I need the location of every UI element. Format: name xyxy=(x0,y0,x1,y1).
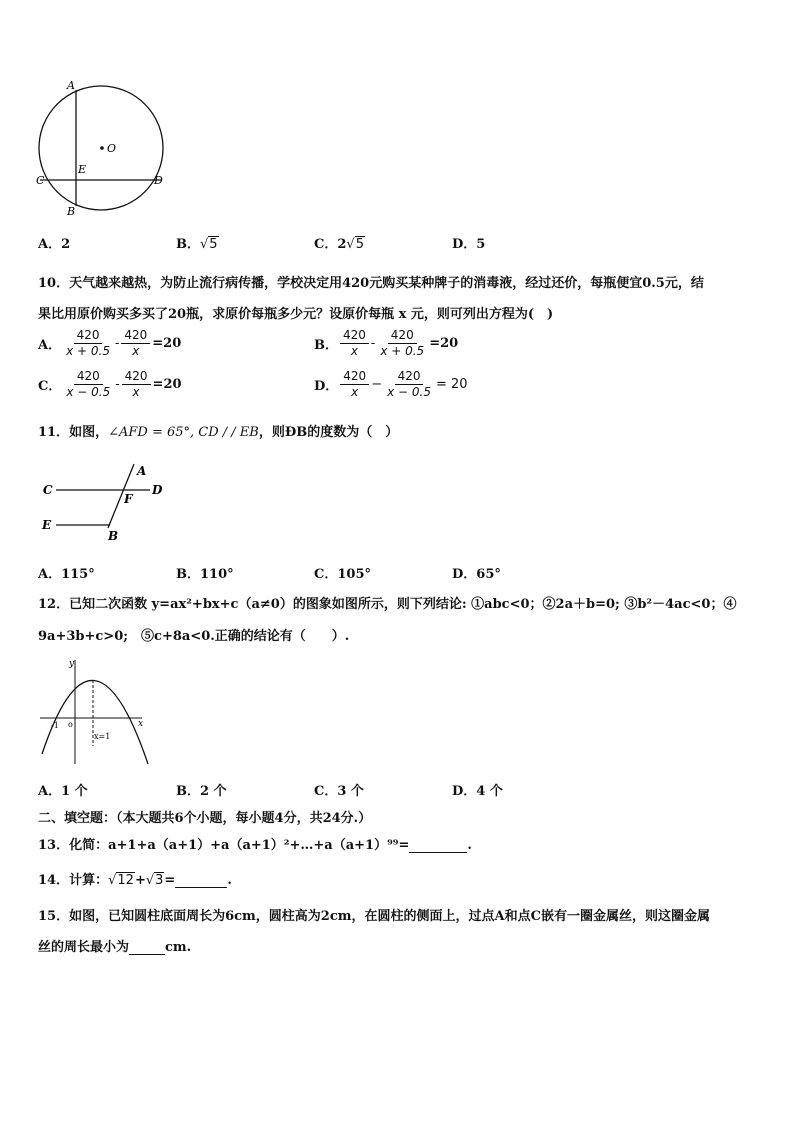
label-e: E xyxy=(42,518,52,532)
label-o: O xyxy=(107,142,117,155)
section-heading: 二、填空题：（本大题共6个小题，每小题4分，共24分.） xyxy=(38,811,372,826)
label-y: y xyxy=(69,659,75,669)
q10-option-c[interactable]: C． $\frac{420}{x - 0.5}$ - $\frac{420}{x}$ =20 xyxy=(38,369,182,399)
label-b: B xyxy=(108,529,119,543)
q11-stem: 11．如图，∠AFD = 65°, CD / / EB，则ÐB的度数为（ ） xyxy=(38,425,399,440)
fraction: $\frac{420}{x}$ xyxy=(340,328,369,359)
q11-condition: ∠AFD = 65°, CD / / EB xyxy=(108,425,259,440)
q9-option-a[interactable]: A．2 xyxy=(38,237,71,252)
q11-option-d[interactable]: D．65° xyxy=(452,567,501,582)
q11-option-b[interactable]: B．110° xyxy=(176,567,234,582)
label-c: C xyxy=(43,483,53,497)
q11-option-c[interactable]: C．105° xyxy=(314,567,371,582)
q12-option-d[interactable]: D．4 个 xyxy=(452,784,503,799)
q9-option-c[interactable]: C．2√5 xyxy=(314,237,364,252)
sqrt-expr: √12 xyxy=(108,873,134,888)
q12-stem-line1: 12．已知二次函数 y=ax²+bx+c（a≠0）的图象如图所示，则下列结论: ①abc<0；②2a＋b=0; ③b²－4ac<0；④ xyxy=(38,597,737,612)
q10-option-b[interactable]: B． $\frac{420}{x}$ - $\frac{420}{x + 0.5}$ =20 xyxy=(314,328,459,358)
sqrt-expr: √5 xyxy=(200,237,218,252)
label-axis: x=1 xyxy=(94,732,111,741)
label-origin: o xyxy=(68,720,73,729)
label-a: A xyxy=(67,79,75,92)
q15-stem-line1: 15．如图，已知圆柱底面周长为6cm，圆柱高为2cm，在圆柱的侧面上，过点A和点C嵌有一圈金属丝，则这圈金属 xyxy=(38,909,710,924)
answer-blank[interactable] xyxy=(175,873,227,888)
q13-stem: 13．化简：a+1+a（a+1）+a（a+1）²+…+a（a+1）⁹⁹= . xyxy=(38,838,472,853)
fraction: $\frac{420}{x - 0.5}$ xyxy=(66,369,111,399)
q9-circle-figure xyxy=(30,76,170,222)
q9-option-b[interactable]: B．√5 xyxy=(176,237,218,252)
label-neg1: -1 xyxy=(51,721,59,730)
sqrt-expr: √3 xyxy=(145,873,164,888)
fraction: $\frac{420}{x + 0.5}$ xyxy=(66,328,110,358)
q12-option-b[interactable]: B．2 个 xyxy=(176,784,227,799)
answer-blank[interactable] xyxy=(409,838,467,853)
q10-option-a[interactable]: A． $\frac{420}{x + 0.5}$ - $\frac{420}{x}$ =20 xyxy=(38,328,182,358)
q9-option-d[interactable]: D．5 xyxy=(452,237,486,252)
fraction: $\frac{420}{x}$ xyxy=(122,369,151,400)
label-x: x xyxy=(138,719,144,729)
answer-blank[interactable] xyxy=(129,940,165,955)
q12-option-c[interactable]: C．3 个 xyxy=(314,784,364,799)
fraction: $\frac{420}{x}$ xyxy=(121,328,150,359)
q12-stem-line2: 9a+3b+c>0; ⑤c+8a<0.正确的结论有（ ）. xyxy=(38,629,350,644)
q10-option-d[interactable]: D． $\frac{420}{x}$ − $\frac{420}{x - 0.5}$ = 20 xyxy=(314,369,468,399)
q15-stem-line2: 丝的周长最小为 cm. xyxy=(38,940,192,955)
q12-parabola-figure xyxy=(38,656,156,768)
q10-stem-line2: 果比用原价购买多买了20瓶，求原价每瓶多少元？设原价每瓶 x 元，则可列出方程为( ) xyxy=(38,307,554,322)
q14-stem: 14．计算：√12+√3= . xyxy=(38,873,232,888)
sqrt-expr: √5 xyxy=(346,237,364,252)
fraction: $\frac{420}{x - 0.5}$ xyxy=(387,369,431,399)
q11-option-a[interactable]: A．115° xyxy=(38,567,95,582)
label-c: C xyxy=(36,174,45,187)
label-e: E xyxy=(78,163,87,176)
q10-stem-line1: 10．天气越来越热，为防止流行病传播，学校决定用420元购买某种牌子的消毒液，经过还价，每瓶便宜0.5元，结 xyxy=(38,276,704,291)
q12-option-a[interactable]: A．1 个 xyxy=(38,784,88,799)
label-f: F xyxy=(124,492,133,506)
label-d: D xyxy=(152,483,163,497)
fraction: $\frac{420}{x + 0.5}$ xyxy=(380,328,425,358)
center-point xyxy=(100,146,104,150)
label-b: B xyxy=(67,205,76,218)
fraction: $\frac{420}{x}$ xyxy=(340,369,369,400)
label-d: D xyxy=(154,174,163,187)
q11-parallel-lines-figure xyxy=(38,460,178,546)
label-a: A xyxy=(137,464,147,478)
